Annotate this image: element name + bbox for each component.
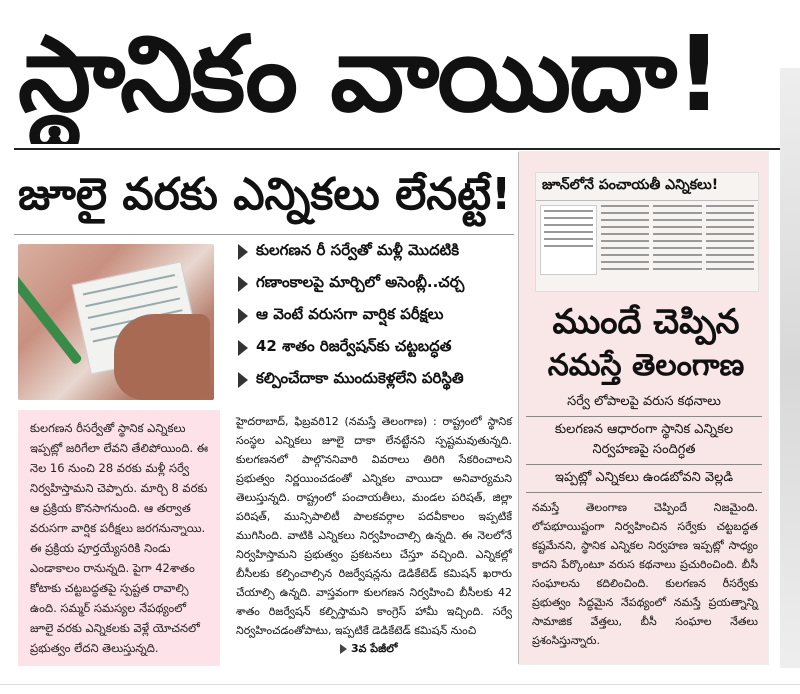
newspaper-clip <box>535 172 759 292</box>
bullet-item <box>238 270 508 294</box>
bottom-divider <box>0 684 800 685</box>
summary-box <box>18 410 220 666</box>
bullet-text: గణాంకాలపై మార్చిలో అసెంబ్లీ..చర్చ <box>256 273 465 291</box>
arrow-right-icon <box>340 644 347 654</box>
sidebar-body <box>532 498 758 650</box>
column-divider <box>518 152 519 664</box>
bullet-item <box>238 366 508 390</box>
sidebar-bullet: సర్వే లోపాలపై వరుస కథనాలు <box>526 392 762 417</box>
arrow-icon <box>238 340 248 356</box>
bullet-text: కులగణన రీ సర్వేతో మళ్లీ మొదటికి <box>256 241 460 259</box>
bullet-item <box>238 302 508 326</box>
bullet-item <box>238 238 508 262</box>
bullet-list <box>238 238 508 398</box>
arrow-icon <box>238 244 248 260</box>
sidebar-bullet: కులగణన ఆధారంగా స్థానిక ఎన్నికల <box>554 422 734 437</box>
bullet-item <box>238 334 508 358</box>
sidebar-headline-1: ముందే చెప్పిన <box>552 302 740 342</box>
sidebar-headline-2: నమస్తే తెలంగాణ <box>547 348 745 383</box>
adjacent-page-edge <box>780 68 800 668</box>
arrow-icon <box>238 276 248 292</box>
arrow-icon <box>238 308 248 324</box>
sidebar-bullet: ఇప్పట్లో ఎన్నికలు ఉండబోవని వెల్లడి <box>526 468 762 493</box>
clip-title: జూన్‌లోనే పంచాయతీ ఎన్నికలు! <box>536 173 758 201</box>
main-headline: స్థానికం వాయిదా! <box>18 13 721 135</box>
continued-label: 3వ పేజీలో <box>351 642 398 655</box>
sidebar-text: నమస్తే తెలంగాణ చెప్పిందే నిజమైంది. లోపభూయిష్టంగా నిర్వహించిన సర్వేకు చట్టబద్ధత కష్టమేనని, స్థానిక ఎన్నికల నిర్వహణ ఇప్పట్లో సాధ్యం కాదని పేర్కొంటూ వరుస కథనాలు ప్రచురించింది. బీసీ సంఘాలను కదిలించింది. కులగణన రీసర్వేకు ప్రభుత్వం సిద్ధమైన నేపథ్యంలో నమస్తే ప్రయత్నాన్ని సామాజిక వేత్తలు, బీసీ సంఘాల నేతలు ప్రశంసిస్తున్నారు. <box>532 501 758 647</box>
clip-columns <box>536 201 758 275</box>
article-body <box>236 412 512 640</box>
arrow-icon <box>238 372 248 388</box>
sidebar-bullet: నిర్వహణపై సందిగ్ధత <box>526 440 762 465</box>
article-text: హైదరాబాద్, ఫిబ్రవరి12 (నమస్తే తెలంగాణ) : రాష్ట్రంలో స్థానిక సంస్థల ఎన్నికలు జూలై దాకా లేనట్టేనని స్పష్టమవుతున్నది. కులగణనలో పాల్గొననివారి వివరాలు తిరిగి సేకరించాలని ప్రభుత్వం నిర్ణయించడంతో ఎన్నికల వాయిదా అనివార్యమని తెలుస్తున్నది. రాష్ట్రంలో పంచాయతీలు, మండల పరిషత్, జిల్లా పరిషత్, మున్సిపాలిటీ పాలకవర్గాల పదవీకాలం ఇప్పటికే ముగిసింది. వాటికి ఎన్నికలు నిర్వహించాల్సి ఉన్నది. ఈ నెలలోనే నిర్వహిస్తామని ప్రభుత్వం ప్రకటనలు చేస్తూ వచ్చింది. ఎన్నికల్లో బీసీలకు కల్పించాల్సిన రిజర్వేషన్లను డెడికేటెడ్ కమిషన్ ఖరారు చేయాల్సి ఉన్నది. వాస్తవంగా కులగణన నిర్వహించి బీసీలకు 42 శాతం రిజర్వేషన్ కల్పిస్తామని కాంగ్రెస్ హామీ ఇచ్చింది. సర్వే నిర్వహించడంతోపాటు, ఇప్పటికే డెడికేటెడ్ కమిషన్ నుంచి <box>236 415 512 637</box>
summary-text: కులగణన రీసర్వేతో స్థానిక ఎన్నికలు ఇప్పట్లో జరిగేలా లేవని తేలిపోయింది. ఈ నెల 16 నుంచి 28 వరకు మళ్లీ సర్వే నిర్వహిస్తామని చెప్పారు. మార్చి 8 వరకు ఆ ప్రక్రియ కొనసాగనుంది. ఆ తర్వాత వరుసగా వార్షిక పరీక్షలు జరగనున్నాయి. ఈ ప్రక్రియ పూర్తయ్యేసరికి నిండు ఎండాకాలం రానున్నది. పైగా 42శాతం కోటాకు చట్టబద్ధతపై స్పష్టత రావాల్సి ఉంది. సమ్మర్ సమస్యల నేపథ్యంలో జూలై వరకు ఎన్నికలకు వెళ్లే యోచనలో ప్రభుత్వం లేదని తెలుస్తున్నది. <box>30 421 209 655</box>
bullet-text: ఆ వెంటే వరుసగా వార్షిక పరీక్షలు <box>256 305 444 323</box>
headline-divider <box>14 148 786 150</box>
sub-headline: జూలై వరకు ఎన్నికలు లేనట్టే! <box>18 169 512 220</box>
subhead-divider <box>14 234 514 235</box>
bullet-text: 42 శాతం రిజర్వేషన్‌కు చట్టబద్ధత <box>256 337 452 355</box>
continued-link[interactable] <box>340 642 398 658</box>
voter-ink-photo <box>18 244 214 400</box>
bullet-text: కల్పించేదాకా ముందుకెళ్లలేని పరిస్థితి <box>256 369 464 387</box>
hand-shape <box>114 314 210 400</box>
